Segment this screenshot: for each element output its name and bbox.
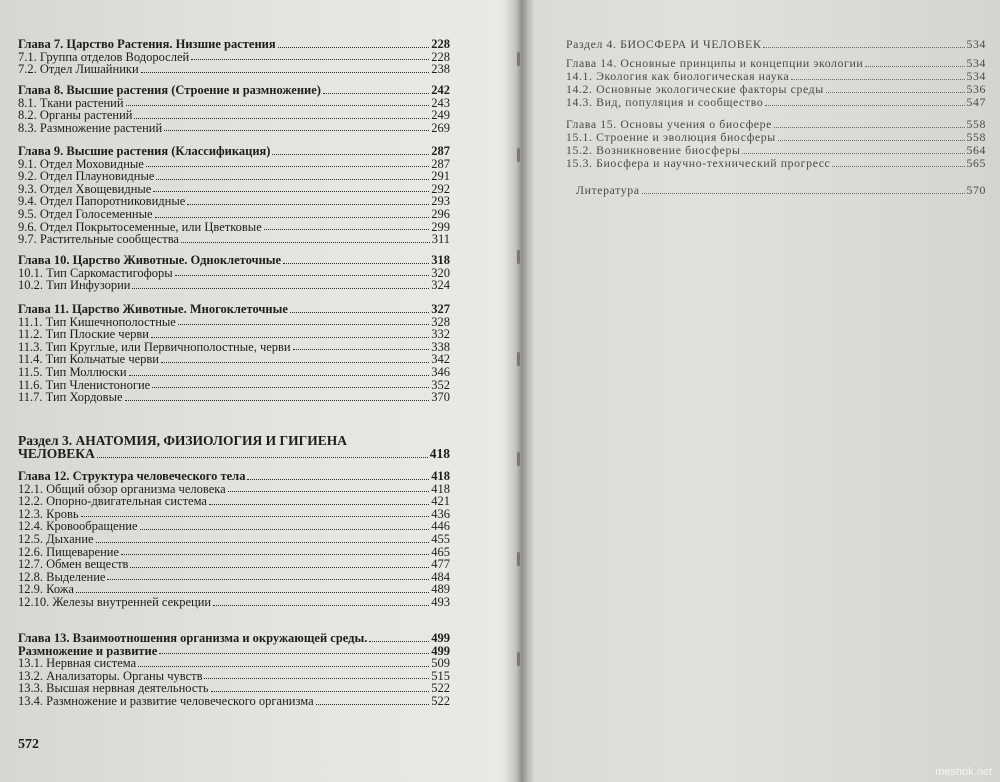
chapter-15 bbox=[566, 118, 986, 170]
chapter-10 bbox=[18, 254, 450, 292]
toc-entry: 13.2. Анализаторы. Органы чувств 515 bbox=[18, 668, 450, 683]
chapter-title: Глава 12. Структура человеческого тела 418 bbox=[18, 469, 450, 483]
toc-entry: 14.2. Основные экологические факторы среды 536 bbox=[566, 82, 986, 96]
toc-entry: 7.1. Группа отделов Водорослей 228 bbox=[18, 49, 450, 64]
toc-entry: 12.4. Кровообращение 446 bbox=[18, 519, 450, 534]
toc-entry: 13.4. Размножение и развитие человеческого организма 522 bbox=[18, 693, 450, 708]
section-title: Раздел 3. АНАТОМИЯ, ФИЗИОЛОГИЯ И ГИГИЕНА bbox=[18, 433, 347, 448]
toc-entry: 12.1. Общий обзор организма человека 418 bbox=[18, 481, 450, 496]
section-3-heading bbox=[18, 434, 450, 461]
binding-stitch bbox=[517, 52, 520, 66]
toc-entry: 12.10. Железы внутренней секреции 493 bbox=[18, 594, 450, 609]
toc-entry: 12.6. Пищеварение 465 bbox=[18, 544, 450, 559]
toc-entry: 9.4. Отдел Папоротниковидные 293 bbox=[18, 194, 450, 209]
binding-stitch bbox=[517, 148, 520, 162]
chapter-title: Глава 9. Высшие растения (Классификация) 287 bbox=[18, 144, 450, 158]
toc-entry: 10.1. Тип Саркомастигофоры 320 bbox=[18, 265, 450, 280]
book-spine bbox=[505, 0, 535, 782]
toc-entry: 15.1. Строение и эволюция биосферы 558 bbox=[566, 130, 986, 144]
toc-entry: 11.5. Тип Моллюски 346 bbox=[18, 364, 450, 379]
chapter-title: Глава 10. Царство Животные. Одноклеточные 318 bbox=[18, 253, 450, 267]
toc-entry: 11.6. Тип Членистоногие 352 bbox=[18, 377, 450, 392]
chapter-14 bbox=[566, 57, 986, 109]
toc-entry: 9.5. Отдел Голосеменные 296 bbox=[18, 206, 450, 221]
chapter-13 bbox=[18, 632, 450, 708]
toc-entry: 15.2. Возникновение биосферы 564 bbox=[566, 143, 986, 157]
toc-entry: 8.2. Органы растений 249 bbox=[18, 108, 450, 123]
toc-entry: 12.3. Кровь 436 bbox=[18, 506, 450, 521]
chapter-7 bbox=[18, 38, 450, 76]
toc-entry: 9.1. Отдел Моховидные 287 bbox=[18, 156, 450, 171]
watermark: meshok.net bbox=[935, 766, 992, 778]
toc-entry: 8.1. Ткани растений 243 bbox=[18, 95, 450, 110]
toc-entry: 14.3. Вид, популяция и сообщество 547 bbox=[566, 95, 986, 109]
toc-entry: 15.3. Биосфера и научно-технический прогресс 565 bbox=[566, 156, 986, 170]
chapter-title: Глава 14. Основные принципы и концепции экологии 534 bbox=[566, 56, 986, 70]
toc-entry: 9.6. Отдел Покрытосеменные, или Цветковые 299 bbox=[18, 219, 450, 234]
chapter-12 bbox=[18, 470, 450, 609]
section-title-continuation: ЧЕЛОВЕКА 418 bbox=[18, 446, 450, 461]
toc-entry: 11.7. Тип Хордовые 370 bbox=[18, 390, 450, 405]
toc-entry: 12.7. Обмен веществ 477 bbox=[18, 557, 450, 572]
toc-entry: 11.4. Тип Кольчатые черви 342 bbox=[18, 352, 450, 367]
toc-entry: 14.1. Экология как биологическая наука 534 bbox=[566, 69, 986, 83]
binding-stitch bbox=[517, 552, 520, 566]
chapter-title: Глава 8. Высшие растения (Строение и размножение) 242 bbox=[18, 83, 450, 97]
chapter-8 bbox=[18, 84, 450, 134]
chapter-title: Глава 7. Царство Растения. Низшие растения 228 bbox=[18, 37, 450, 51]
binding-stitch bbox=[517, 452, 520, 466]
chapter-title: Глава 13. Взаимоотношения организма и окружающей среды. 499 bbox=[18, 631, 450, 645]
chapter-title: Глава 11. Царство Животные. Многоклеточные 327 bbox=[18, 302, 450, 316]
toc-entry: 7.2. Отдел Лишайники 238 bbox=[18, 62, 450, 77]
toc-entry: 12.8. Выделение 484 bbox=[18, 569, 450, 584]
toc-entry: 9.3. Отдел Хвощевидные 292 bbox=[18, 181, 450, 196]
toc-entry: 13.3. Высшая нервная деятельность 522 bbox=[18, 681, 450, 696]
toc-entry: 12.9. Кожа 489 bbox=[18, 582, 450, 597]
binding-stitch bbox=[517, 250, 520, 264]
toc-entry: 13.1. Нервная система 509 bbox=[18, 656, 450, 671]
section-title: Раздел 4. БИОСФЕРА И ЧЕЛОВЕК 534 bbox=[566, 37, 986, 51]
toc-entry: 11.2. Тип Плоские черви 332 bbox=[18, 327, 450, 342]
chapter-title-continuation: Размножение и развитие 499 bbox=[18, 643, 450, 658]
chapter-9 bbox=[18, 145, 450, 246]
section-4-heading bbox=[566, 38, 986, 51]
literature-entry bbox=[566, 184, 986, 197]
toc-entry: Литература 570 bbox=[576, 183, 986, 197]
binding-stitch bbox=[517, 652, 520, 666]
toc-entry: 9.7. Растительные сообщества 311 bbox=[18, 232, 450, 247]
chapter-11 bbox=[18, 303, 450, 404]
toc-entry: 12.2. Опорно-двигательная система 421 bbox=[18, 494, 450, 509]
page-number: 572 bbox=[18, 737, 39, 752]
toc-entry: 10.2. Тип Инфузории 324 bbox=[18, 278, 450, 293]
toc-entry: 11.3. Тип Круглые, или Первичнополостные, черви 338 bbox=[18, 339, 450, 354]
toc-entry: 9.2. Отдел Плауновидные 291 bbox=[18, 169, 450, 184]
toc-entry: 8.3. Размножение растений 269 bbox=[18, 120, 450, 135]
binding-stitch bbox=[517, 352, 520, 366]
toc-entry: 12.5. Дыхание 455 bbox=[18, 531, 450, 546]
chapter-title: Глава 15. Основы учения о биосфере 558 bbox=[566, 117, 986, 131]
toc-entry: 11.1. Тип Кишечнополостные 328 bbox=[18, 314, 450, 329]
